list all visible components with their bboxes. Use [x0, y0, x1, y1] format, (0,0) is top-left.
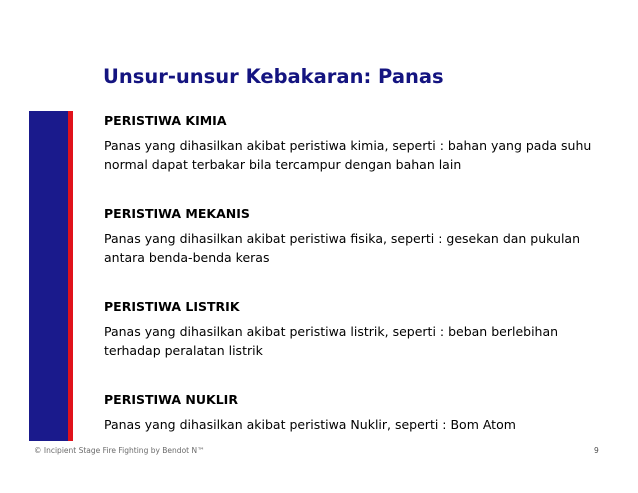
decorative-blue-bar [29, 111, 68, 441]
section-heading: PERISTIWA MEKANIS [104, 206, 250, 221]
section-text: Panas yang dihasilkan akibat peristiwa listrik, seperti : beban berlebihan terhadap peralatan listrik [104, 324, 559, 358]
section-text: Panas yang dihasilkan akibat peristiwa kimia, seperti : bahan yang pada suhu normal dapat terbakar bila tercampur dengan bahan lain [104, 138, 592, 172]
section-nuklir [104, 391, 604, 434]
section-text: Panas yang dihasilkan akibat peristiwa fisika, seperti : gesekan dan pukulan antara benda-benda keras [104, 231, 581, 265]
section-heading: PERISTIWA KIMIA [104, 113, 227, 128]
section-listrik [104, 298, 604, 360]
section-text: Panas yang dihasilkan akibat peristiwa Nuklir, seperti : Bom Atom [104, 417, 516, 432]
page-number: 9 [594, 446, 599, 455]
footer-copyright: © Incipient Stage Fire Fighting by Bendot N™ [34, 446, 205, 455]
section-heading: PERISTIWA LISTRIK [104, 299, 240, 314]
decorative-red-bar [68, 111, 73, 441]
content-area [104, 112, 604, 465]
section-kimia [104, 112, 604, 174]
slide-title: Unsur-unsur Kebakaran: Panas [103, 65, 444, 88]
section-heading: PERISTIWA NUKLIR [104, 392, 238, 407]
section-mekanis [104, 205, 604, 267]
